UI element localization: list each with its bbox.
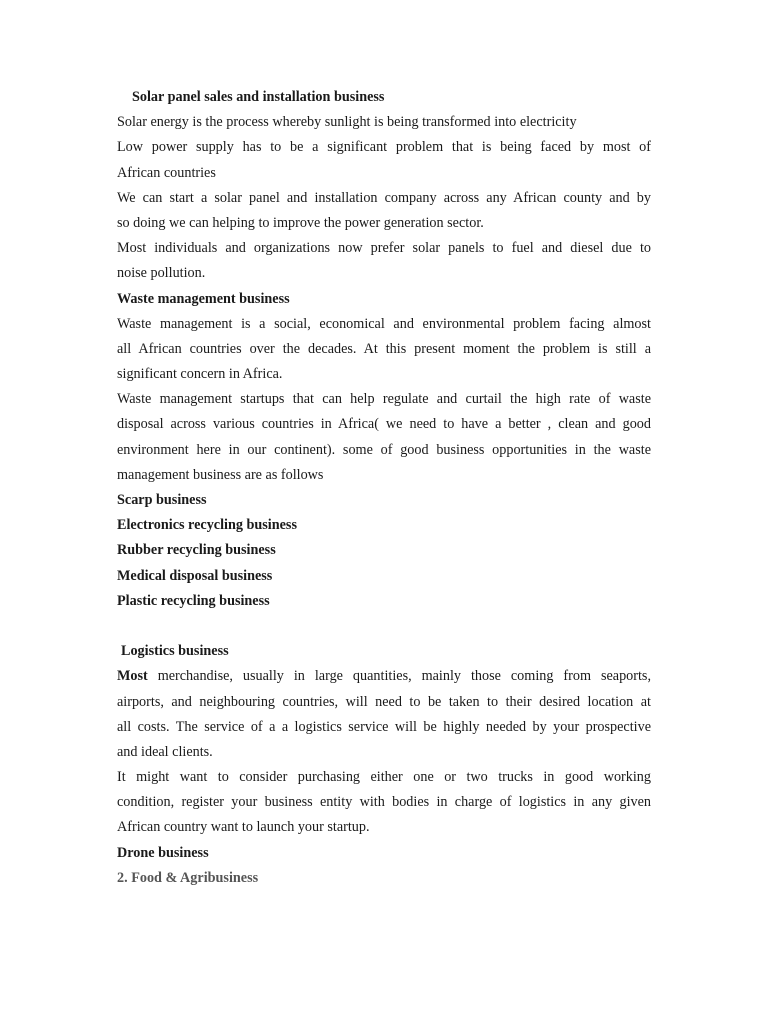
waste-item-scrap: Scarp business bbox=[117, 492, 207, 508]
waste-line-5: disposal across various countries in Africa( we need to have a better , clean and good bbox=[117, 416, 651, 433]
solar-line-3: African countries bbox=[117, 164, 216, 181]
logistics-line-2: airports, and neighbouring countries, will need to be taken to their desired location at bbox=[117, 693, 651, 710]
heading-solar: Solar panel sales and installation business bbox=[132, 89, 385, 105]
solar-line-2: Low power supply has to be a significant problem that is being faced by most of bbox=[117, 139, 651, 156]
heading-drone: Drone business bbox=[117, 844, 209, 861]
heading-food-agribusiness: 2. Food & Agribusiness bbox=[117, 869, 259, 886]
logistics-first-rest: merchandise, usually in large quantities, mainly those coming from seaports, bbox=[147, 668, 651, 685]
waste-line-3: significant concern in Africa. bbox=[117, 366, 283, 383]
logistics-line-7: African country want to launch your startup. bbox=[117, 819, 370, 836]
logistics-line-5: It might want to consider purchasing either one or two trucks in good working bbox=[117, 769, 651, 786]
waste-item-plastic: Plastic recycling business bbox=[117, 592, 270, 609]
logistics-line-4: and ideal clients. bbox=[117, 743, 213, 760]
logistics-line-6: condition, register your business entity with bodies in charge of logistics in any given bbox=[117, 794, 651, 811]
logistics-first-word: Most bbox=[117, 668, 148, 685]
logistics-line-1 bbox=[117, 664, 651, 689]
waste-item-electronics: Electronics recycling business bbox=[117, 517, 297, 534]
waste-line-1: Waste management is a social, economical and environmental problem facing almost bbox=[117, 315, 651, 332]
solar-line-1: Solar energy is the process whereby sunlight is being transformed into electricity bbox=[117, 114, 577, 131]
waste-item-medical: Medical disposal business bbox=[117, 567, 273, 584]
heading-waste: Waste management business bbox=[117, 290, 290, 307]
solar-line-4: We can start a solar panel and installation company across any African county and by bbox=[117, 189, 651, 206]
solar-line-6: Most individuals and organizations now prefer solar panels to fuel and diesel due to bbox=[117, 240, 651, 257]
logistics-line-3: all costs. The service of a a logistics service will be highly needed by your prospective bbox=[117, 718, 651, 735]
waste-line-7: management business are as follows bbox=[117, 466, 324, 483]
solar-line-5: so doing we can helping to improve the power generation sector. bbox=[117, 214, 484, 231]
waste-item-rubber: Rubber recycling business bbox=[117, 542, 276, 559]
waste-line-2: all African countries over the decades. At this present moment the problem is still a bbox=[117, 340, 651, 357]
solar-line-7: noise pollution. bbox=[117, 265, 206, 282]
blank-line bbox=[117, 614, 651, 639]
waste-line-4: Waste management startups that can help regulate and curtail the high rate of waste bbox=[117, 391, 651, 408]
waste-line-6: environment here in our continent). some of good business opportunities in the waste bbox=[117, 441, 651, 458]
heading-logistics: Logistics business bbox=[121, 643, 229, 660]
document-page bbox=[117, 85, 651, 891]
